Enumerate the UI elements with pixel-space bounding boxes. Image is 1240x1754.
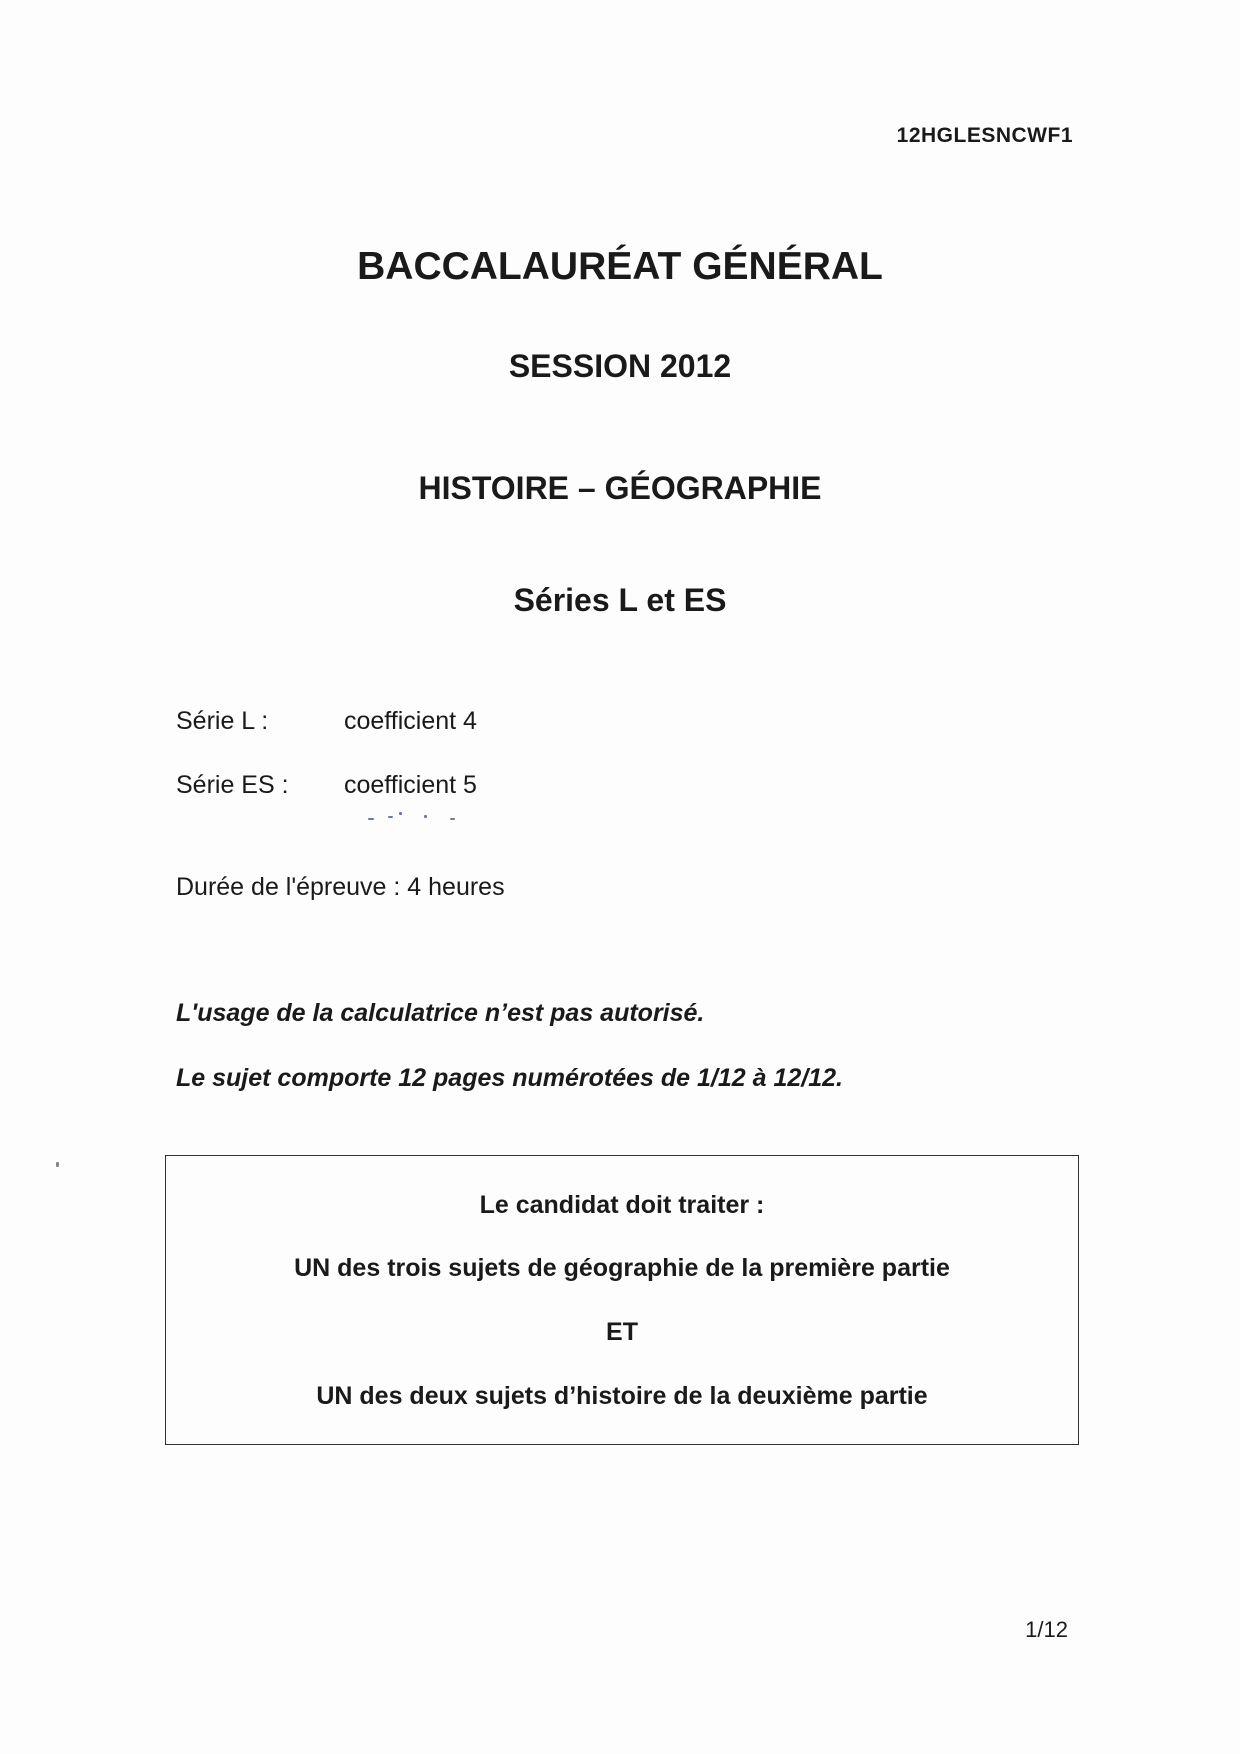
- exam-duration: Durée de l'épreuve : 4 heures: [176, 873, 505, 901]
- scan-speck: [424, 815, 427, 818]
- subject-title: HISTOIRE – GÉOGRAPHIE: [418, 470, 822, 506]
- series-l-coefficient: coefficient 4: [344, 707, 477, 735]
- series-es-label: Série ES :: [176, 771, 289, 799]
- scan-speck: [388, 816, 393, 818]
- instruction-geography: UN des trois sujets de géographie de la première partie: [294, 1254, 950, 1282]
- subject-code: 12HGLESNCWF1: [896, 124, 1073, 147]
- series-es-coefficient: coefficient 5: [344, 771, 477, 799]
- instruction-intro: Le candidat doit traiter :: [479, 1191, 765, 1219]
- series-title: Séries L et ES: [513, 582, 727, 618]
- scan-speck: [56, 1162, 59, 1167]
- scan-speck: [450, 818, 455, 820]
- series-l-label: Série L :: [176, 707, 269, 735]
- exam-title: BACCALAURÉAT GÉNÉRAL: [357, 245, 883, 288]
- scan-speck: [399, 812, 402, 815]
- calculator-note: L'usage de la calculatrice n’est pas autorisé.: [176, 999, 705, 1027]
- pages-note: Le sujet comporte 12 pages numérotées de 1/12 à 12/12.: [176, 1064, 843, 1092]
- instruction-history: UN des deux sujets d’histoire de la deuxième partie: [316, 1382, 928, 1410]
- instruction-and: ET: [606, 1318, 638, 1346]
- scan-speck: [368, 818, 374, 820]
- instruction-box: [165, 1155, 1079, 1445]
- page-number: 1/12: [1025, 1617, 1068, 1642]
- session-title: SESSION 2012: [508, 348, 732, 384]
